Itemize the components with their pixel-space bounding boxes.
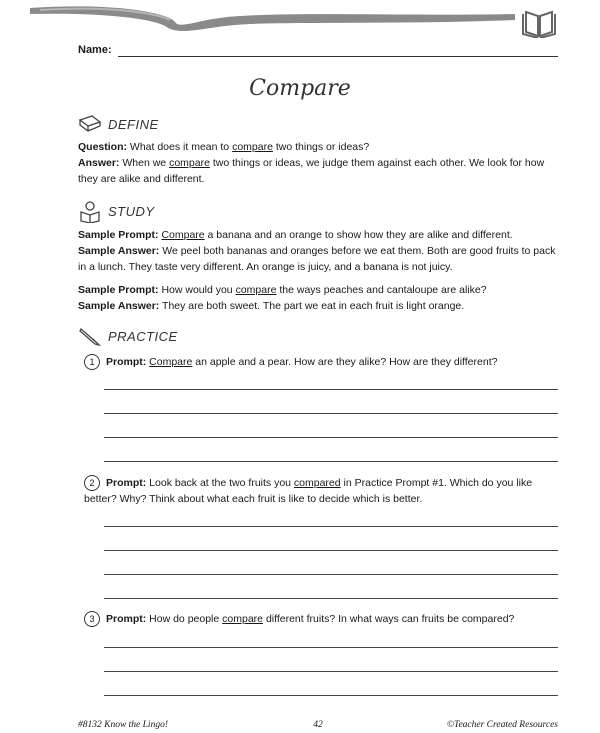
sample-prompt-label: Sample Prompt: bbox=[78, 284, 159, 296]
name-label: Name: bbox=[78, 44, 112, 56]
answer-line[interactable] bbox=[104, 413, 558, 414]
question-term: compare bbox=[232, 141, 273, 153]
prompt-text: different fruits? In what ways can fruits be compared? bbox=[265, 613, 515, 625]
footer-publisher: ©Teacher Created Resources bbox=[446, 720, 558, 730]
practice-label: PRACTICE bbox=[108, 329, 178, 344]
pencil-icon bbox=[78, 326, 102, 346]
prompt-number: 1 bbox=[84, 354, 100, 370]
prompt-number: 2 bbox=[84, 475, 100, 491]
answer-term: compare bbox=[169, 157, 210, 169]
define-answer bbox=[78, 155, 558, 187]
study-prompt-1 bbox=[78, 227, 558, 243]
answer-line[interactable] bbox=[104, 695, 558, 696]
answer-line[interactable] bbox=[104, 461, 558, 462]
prompt-label: Prompt: bbox=[106, 356, 147, 368]
answer-line[interactable] bbox=[104, 389, 558, 390]
sample-answer-label: Sample Answer: bbox=[78, 245, 160, 257]
question-post: two things or ideas? bbox=[275, 141, 370, 153]
footer-book-title: #8132 Know the Lingo! bbox=[78, 720, 168, 730]
answer-line[interactable] bbox=[104, 526, 558, 527]
sample-answer-text: We peel both bananas and oranges before we eat them. Both are good fruits to pack in a lunch. They taste very different. An orange is juicy, and a banana is not juicy. bbox=[78, 245, 556, 273]
sample-prompt-term: compare bbox=[235, 284, 277, 296]
page-footer bbox=[78, 720, 558, 732]
answer-line[interactable] bbox=[104, 574, 558, 575]
prompt-term: Compare bbox=[149, 356, 193, 368]
question-pre: What does it mean to bbox=[129, 141, 230, 153]
prompt-text: an apple and a pear. How are they alike? How are they different? bbox=[195, 356, 498, 368]
prompt-pre: Look back at the two fruits you bbox=[149, 477, 291, 489]
sample-prompt-text: the ways peaches and cantaloupe are alike? bbox=[279, 284, 487, 296]
answer-line[interactable] bbox=[104, 437, 558, 438]
prompt-label: Prompt: bbox=[106, 477, 147, 489]
sample-prompt-term: Compare bbox=[161, 229, 205, 241]
prompt-label: Prompt: bbox=[106, 613, 147, 625]
prompt-text: in Practice Prompt #1. Which do you like better? Why? Think about what each fruit is like to decide which is better. bbox=[84, 477, 533, 506]
sample-answer-text: They are both sweet. The part we eat in each fruit is light orange. bbox=[162, 300, 465, 312]
answer-line[interactable] bbox=[104, 647, 558, 648]
answer-line[interactable] bbox=[104, 598, 558, 599]
answer-pre: When we bbox=[122, 157, 167, 169]
answer-post: two things or ideas, we judge them against each other. We look for how they are alike and different. bbox=[78, 157, 545, 185]
study-answer-1 bbox=[78, 243, 558, 275]
name-row bbox=[78, 44, 558, 62]
practice-prompt-2 bbox=[84, 475, 560, 507]
sample-prompt-label: Sample Prompt: bbox=[78, 229, 159, 241]
book-icon bbox=[78, 114, 102, 134]
study-label: STUDY bbox=[108, 204, 155, 219]
study-prompt-2 bbox=[78, 282, 558, 298]
name-input-line[interactable] bbox=[118, 56, 558, 57]
prompt-pre: How do people bbox=[149, 613, 220, 625]
sample-answer-label: Sample Answer: bbox=[78, 300, 160, 312]
define-label: DEFINE bbox=[108, 117, 159, 132]
answer-line[interactable] bbox=[104, 671, 558, 672]
practice-prompt-3 bbox=[84, 611, 560, 627]
header-brush-stroke bbox=[0, 0, 600, 40]
prompt-number: 3 bbox=[84, 611, 100, 627]
open-book-icon bbox=[520, 4, 558, 38]
practice-prompt-1 bbox=[84, 354, 560, 370]
student-icon bbox=[78, 201, 102, 223]
answer-line[interactable] bbox=[104, 550, 558, 551]
study-answer-2 bbox=[78, 298, 558, 314]
question-label: Question: bbox=[78, 141, 127, 153]
page-title: Compare bbox=[249, 76, 351, 101]
page-number: 42 bbox=[313, 720, 323, 730]
answer-label: Answer: bbox=[78, 157, 120, 169]
define-question bbox=[78, 139, 558, 155]
sample-prompt-pre: How would you bbox=[161, 284, 233, 296]
prompt-term: compare bbox=[222, 613, 264, 625]
prompt-term: compared bbox=[293, 477, 341, 489]
sample-prompt-text: a banana and an orange to show how they are alike and different. bbox=[207, 229, 513, 241]
